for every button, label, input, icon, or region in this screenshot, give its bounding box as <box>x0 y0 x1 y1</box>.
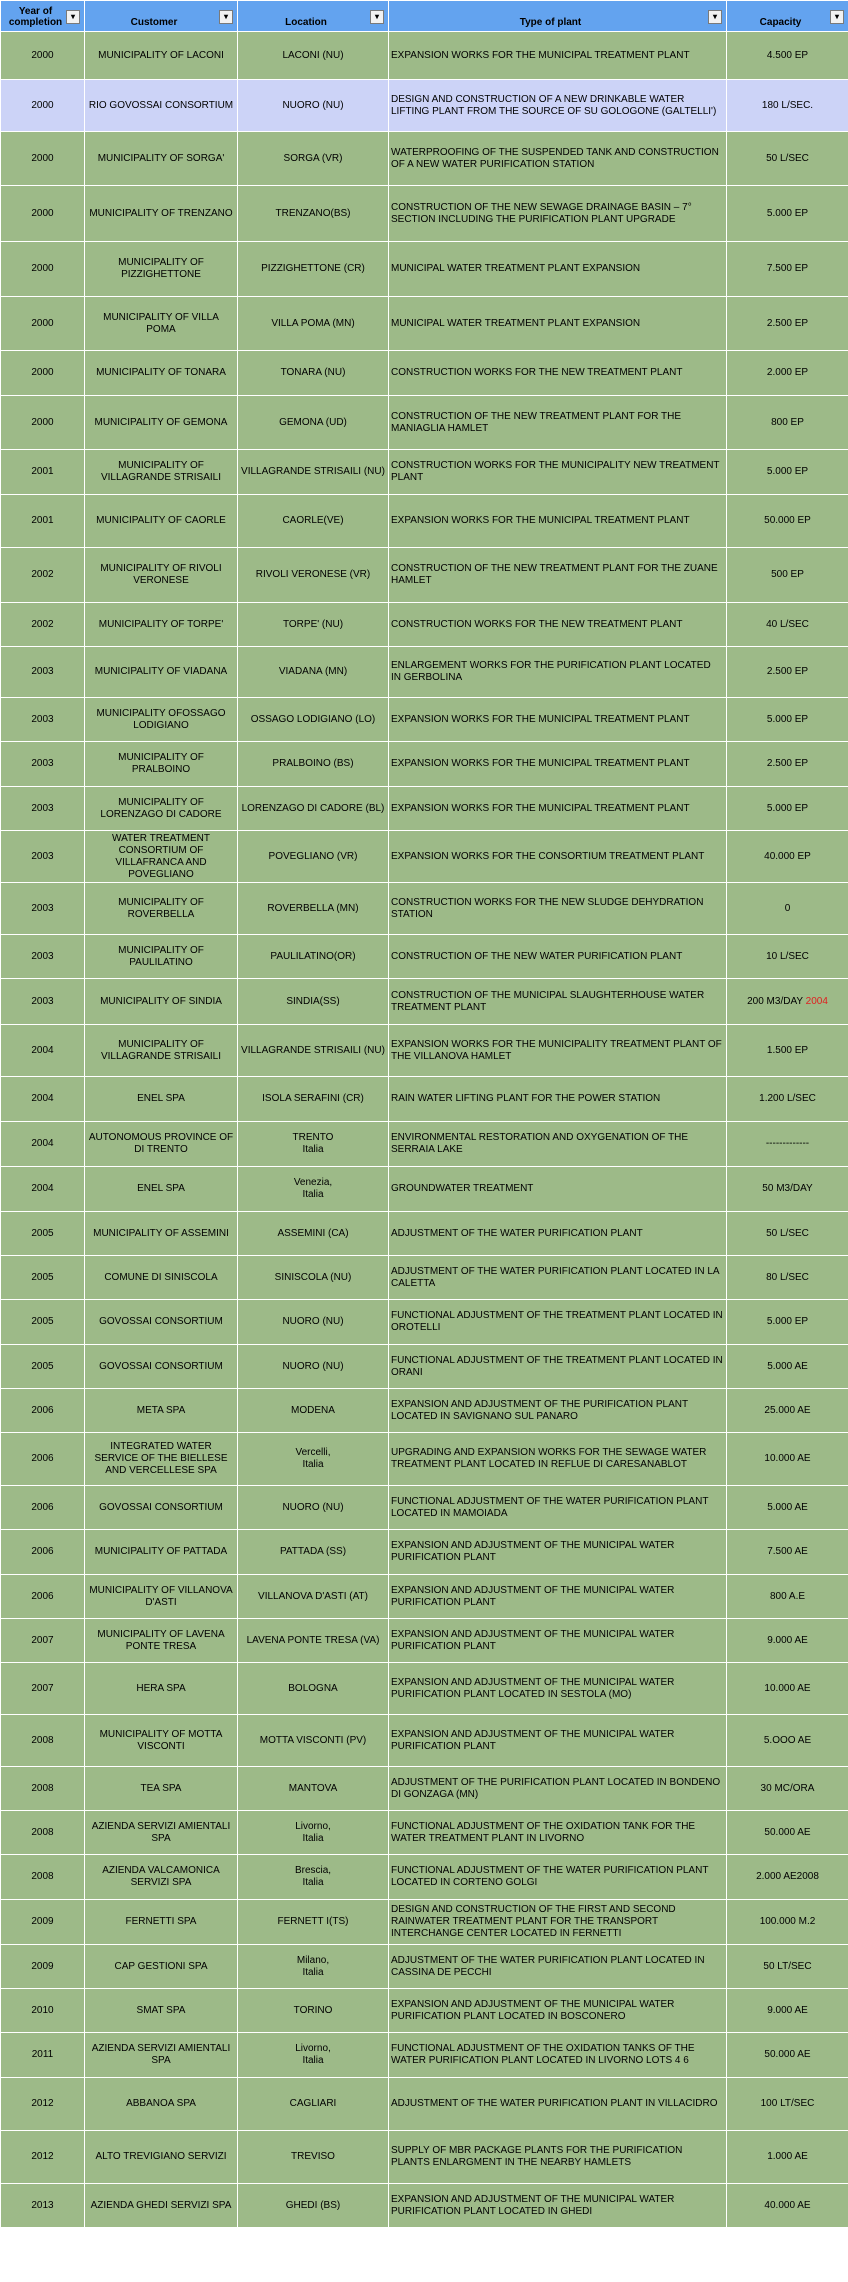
cell-type[interactable]: EXPANSION AND ADJUSTMENT OF THE MUNICIPAL WATER PURIFICATION PLANT <box>389 1530 727 1575</box>
cell-customer[interactable]: MUNICIPALITY OF SORGA' <box>85 132 238 186</box>
cell-customer[interactable]: CAP GESTIONI SPA <box>85 1945 238 1989</box>
table-row[interactable] <box>1 2131 848 2184</box>
cell-capacity[interactable]: 50.000 AE <box>727 1811 848 1855</box>
table-row[interactable] <box>1 1900 848 1945</box>
cell-type[interactable]: MUNICIPAL WATER TREATMENT PLANT EXPANSION <box>389 242 727 297</box>
cell-type[interactable]: EXPANSION WORKS FOR THE MUNICIPAL TREATMENT PLANT <box>389 698 727 742</box>
cell-location[interactable]: VIADANA (MN) <box>238 647 389 698</box>
cell-customer[interactable]: MUNICIPALITY OF ROVERBELLA <box>85 883 238 935</box>
cell-location[interactable]: FERNETT I(TS) <box>238 1900 389 1945</box>
table-row[interactable] <box>1 1767 848 1811</box>
cell-location[interactable]: NUORO (NU) <box>238 80 389 132</box>
table-row[interactable] <box>1 1122 848 1167</box>
col-header-capacity[interactable]: Capacity ▾ <box>727 1 848 32</box>
cell-location[interactable]: TORPE' (NU) <box>238 603 389 647</box>
cell-year[interactable]: 2003 <box>1 883 85 935</box>
cell-year[interactable]: 2004 <box>1 1122 85 1167</box>
cell-capacity[interactable]: 0 <box>727 883 848 935</box>
table-row[interactable] <box>1 1945 848 1989</box>
cell-location[interactable]: TRENZANO(BS) <box>238 186 389 242</box>
cell-type[interactable]: ADJUSTMENT OF THE WATER PURIFICATION PLANT IN VILLACIDRO <box>389 2078 727 2131</box>
cell-type[interactable]: DESIGN AND CONSTRUCTION OF THE FIRST AND SECOND RAINWATER TREATMENT PLANT FOR THE TRANSPORT INTERCHANGE CENTER LOCATED IN FERNETTI <box>389 1900 727 1945</box>
sort-filter-icon[interactable]: ▾ <box>66 10 80 24</box>
table-row[interactable] <box>1 1256 848 1300</box>
cell-customer[interactable]: ENEL SPA <box>85 1077 238 1122</box>
cell-customer[interactable]: MUNICIPALITY OF TRENZANO <box>85 186 238 242</box>
cell-customer[interactable]: MUNICIPALITY OF MOTTA VISCONTI <box>85 1715 238 1767</box>
cell-type[interactable]: WATERPROOFING OF THE SUSPENDED TANK AND CONSTRUCTION OF A NEW WATER PURIFICATION STATION <box>389 132 727 186</box>
cell-location[interactable]: LORENZAGO DI CADORE (BL) <box>238 787 389 831</box>
cell-year[interactable]: 2005 <box>1 1300 85 1345</box>
cell-location[interactable]: TORINO <box>238 1989 389 2033</box>
cell-type[interactable]: ADJUSTMENT OF THE WATER PURIFICATION PLANT <box>389 1212 727 1256</box>
cell-location[interactable]: NUORO (NU) <box>238 1486 389 1530</box>
cell-year[interactable]: 2001 <box>1 495 85 548</box>
cell-year[interactable]: 2009 <box>1 1900 85 1945</box>
table-row[interactable] <box>1 1300 848 1345</box>
cell-capacity[interactable]: 40.000 AE <box>727 2184 848 2228</box>
cell-capacity[interactable]: 50 L/SEC <box>727 1212 848 1256</box>
table-row[interactable] <box>1 1345 848 1389</box>
table-row[interactable] <box>1 787 848 831</box>
cell-location[interactable]: Livorno, Italia <box>238 2033 389 2078</box>
cell-year[interactable]: 2003 <box>1 935 85 979</box>
cell-customer[interactable]: MUNICIPALITY OF PAULILATINO <box>85 935 238 979</box>
cell-year[interactable]: 2004 <box>1 1077 85 1122</box>
table-row[interactable] <box>1 698 848 742</box>
table-row[interactable] <box>1 1433 848 1486</box>
cell-location[interactable]: POVEGLIANO (VR) <box>238 831 389 883</box>
cell-type[interactable]: EXPANSION AND ADJUSTMENT OF THE PURIFICATION PLANT LOCATED IN SAVIGNANO SUL PANARO <box>389 1389 727 1433</box>
table-row[interactable] <box>1 979 848 1025</box>
table-row[interactable] <box>1 1212 848 1256</box>
cell-capacity[interactable]: 800 EP <box>727 396 848 450</box>
cell-capacity[interactable]: 2.500 EP <box>727 742 848 787</box>
cell-location[interactable]: TONARA (NU) <box>238 351 389 396</box>
cell-type[interactable]: FUNCTIONAL ADJUSTMENT OF THE WATER PURIFICATION PLANT LOCATED IN CORTENO GOLGI <box>389 1855 727 1900</box>
cell-type[interactable]: CONSTRUCTION WORKS FOR THE MUNICIPALITY NEW TREATMENT PLANT <box>389 450 727 495</box>
cell-customer[interactable]: MUNICIPALITY OF VIADANA <box>85 647 238 698</box>
cell-customer[interactable]: MUNICIPALITY OF VILLAGRANDE STRISAILI <box>85 450 238 495</box>
cell-customer[interactable]: ABBANOA SPA <box>85 2078 238 2131</box>
cell-year[interactable]: 2000 <box>1 242 85 297</box>
cell-location[interactable]: ROVERBELLA (MN) <box>238 883 389 935</box>
cell-type[interactable]: DESIGN AND CONSTRUCTION OF A NEW DRINKABLE WATER LIFTING PLANT FROM THE SOURCE OF SU GOLOGONE (GALTELLI') <box>389 80 727 132</box>
cell-type[interactable]: EXPANSION AND ADJUSTMENT OF THE MUNICIPAL WATER PURIFICATION PLANT LOCATED IN GHEDI <box>389 2184 727 2228</box>
cell-type[interactable]: CONSTRUCTION OF THE NEW TREATMENT PLANT FOR THE MANIAGLIA HAMLET <box>389 396 727 450</box>
table-row[interactable] <box>1 1167 848 1212</box>
cell-capacity[interactable]: 30 MC/ORA <box>727 1767 848 1811</box>
cell-location[interactable]: VILLANOVA D'ASTI (AT) <box>238 1575 389 1619</box>
cell-type[interactable]: EXPANSION WORKS FOR THE CONSORTIUM TREATMENT PLANT <box>389 831 727 883</box>
cell-capacity[interactable]: 4.500 EP <box>727 32 848 80</box>
cell-capacity[interactable]: 1.500 EP <box>727 1025 848 1077</box>
cell-customer[interactable]: AZIENDA GHEDI SERVIZI SPA <box>85 2184 238 2228</box>
col-header-type[interactable]: Type of plant ▾ <box>389 1 727 32</box>
table-row[interactable] <box>1 2033 848 2078</box>
table-row[interactable] <box>1 132 848 186</box>
header-row <box>1 1 848 32</box>
cell-capacity[interactable]: 50 L/SEC <box>727 132 848 186</box>
cell-year[interactable]: 2006 <box>1 1530 85 1575</box>
cell-year[interactable]: 2012 <box>1 2078 85 2131</box>
cell-year[interactable]: 2013 <box>1 2184 85 2228</box>
cell-capacity[interactable]: 50.000 EP <box>727 495 848 548</box>
cell-year[interactable]: 2006 <box>1 1433 85 1486</box>
table-row[interactable] <box>1 742 848 787</box>
cell-capacity[interactable]: 500 EP <box>727 548 848 603</box>
cell-year[interactable]: 2002 <box>1 603 85 647</box>
cell-customer[interactable]: AZIENDA SERVIZI AMIENTALI SPA <box>85 2033 238 2078</box>
cell-capacity[interactable]: 40.000 EP <box>727 831 848 883</box>
cell-location[interactable]: ASSEMINI (CA) <box>238 1212 389 1256</box>
cell-year[interactable]: 2008 <box>1 1715 85 1767</box>
cell-type[interactable]: ADJUSTMENT OF THE PURIFICATION PLANT LOCATED IN BONDENO DI GONZAGA (MN) <box>389 1767 727 1811</box>
table-row[interactable] <box>1 1811 848 1855</box>
cell-type[interactable]: FUNCTIONAL ADJUSTMENT OF THE TREATMENT PLANT LOCATED IN OROTELLI <box>389 1300 727 1345</box>
cell-type[interactable]: EXPANSION AND ADJUSTMENT OF THE MUNICIPAL WATER PURIFICATION PLANT <box>389 1715 727 1767</box>
cell-type[interactable]: EXPANSION WORKS FOR THE MUNICIPALITY TREATMENT PLANT OF THE VILLANOVA HAMLET <box>389 1025 727 1077</box>
cell-type[interactable]: ENLARGEMENT WORKS FOR THE PURIFICATION PLANT LOCATED IN GERBOLINA <box>389 647 727 698</box>
capacity-note: 2004 <box>805 995 828 1007</box>
cell-type[interactable]: CONSTRUCTION OF THE NEW TREATMENT PLANT FOR THE ZUANE HAMLET <box>389 548 727 603</box>
cell-type[interactable]: CONSTRUCTION WORKS FOR THE NEW TREATMENT PLANT <box>389 351 727 396</box>
cell-year[interactable]: 2009 <box>1 1945 85 1989</box>
cell-customer[interactable]: MUNICIPALITY OF VILLA POMA <box>85 297 238 351</box>
cell-year[interactable]: 2003 <box>1 698 85 742</box>
table-row[interactable] <box>1 831 848 883</box>
cell-location[interactable]: TRENTO Italia <box>238 1122 389 1167</box>
cell-customer[interactable]: MUNICIPALITY OF RIVOLI VERONESE <box>85 548 238 603</box>
cell-location[interactable]: MANTOVA <box>238 1767 389 1811</box>
table-row[interactable] <box>1 1486 848 1530</box>
table-row[interactable] <box>1 1575 848 1619</box>
cell-type[interactable]: EXPANSION AND ADJUSTMENT OF THE MUNICIPAL WATER PURIFICATION PLANT <box>389 1619 727 1663</box>
cell-capacity[interactable]: 10.000 AE <box>727 1663 848 1715</box>
cell-year[interactable]: 2003 <box>1 979 85 1025</box>
cell-type[interactable]: ADJUSTMENT OF THE WATER PURIFICATION PLANT LOCATED IN CASSINA DE PECCHI <box>389 1945 727 1989</box>
cell-location[interactable]: VILLAGRANDE STRISAILI (NU) <box>238 450 389 495</box>
cell-year[interactable]: 2000 <box>1 351 85 396</box>
col-header-year[interactable]: Year of completion ▾ <box>1 1 85 32</box>
cell-type[interactable]: FUNCTIONAL ADJUSTMENT OF THE TREATMENT PLANT LOCATED IN ORANI <box>389 1345 727 1389</box>
cell-capacity[interactable]: 50.000 AE <box>727 2033 848 2078</box>
cell-capacity[interactable]: 50 M3/DAY <box>727 1167 848 1212</box>
cell-customer[interactable]: MUNICIPALITY OF PATTADA <box>85 1530 238 1575</box>
cell-location[interactable]: NUORO (NU) <box>238 1300 389 1345</box>
cell-customer[interactable]: AUTONOMOUS PROVINCE OF DI TRENTO <box>85 1122 238 1167</box>
cell-capacity[interactable]: 1.000 AE <box>727 2131 848 2184</box>
cell-capacity[interactable]: 5.000 AE <box>727 1486 848 1530</box>
cell-customer[interactable]: MUNICIPALITY OF ASSEMINI <box>85 1212 238 1256</box>
cell-location[interactable]: LACONI (NU) <box>238 32 389 80</box>
cell-location[interactable]: PAULILATINO(OR) <box>238 935 389 979</box>
table-row[interactable] <box>1 1663 848 1715</box>
table-row[interactable] <box>1 647 848 698</box>
cell-customer[interactable]: GOVOSSAI CONSORTIUM <box>85 1300 238 1345</box>
cell-customer[interactable]: ALTO TREVIGIANO SERVIZI <box>85 2131 238 2184</box>
cell-location[interactable]: PRALBOINO (BS) <box>238 742 389 787</box>
table-row[interactable] <box>1 396 848 450</box>
cell-location[interactable]: NUORO (NU) <box>238 1345 389 1389</box>
cell-type[interactable]: GROUNDWATER TREATMENT <box>389 1167 727 1212</box>
cell-location[interactable]: LAVENA PONTE TRESA (VA) <box>238 1619 389 1663</box>
cell-year[interactable]: 2008 <box>1 1811 85 1855</box>
cell-location[interactable]: MODENA <box>238 1389 389 1433</box>
cell-capacity[interactable]: 800 A.E <box>727 1575 848 1619</box>
table-row[interactable] <box>1 1530 848 1575</box>
cell-capacity[interactable]: 100.000 M.2 <box>727 1900 848 1945</box>
cell-customer[interactable]: MUNICIPALITY OF PIZZIGHETTONE <box>85 242 238 297</box>
cell-capacity[interactable]: 10 L/SEC <box>727 935 848 979</box>
cell-customer[interactable]: FERNETTI SPA <box>85 1900 238 1945</box>
cell-type[interactable]: CONSTRUCTION OF THE MUNICIPAL SLAUGHTERHOUSE WATER TREATMENT PLANT <box>389 979 727 1025</box>
cell-year[interactable]: 2004 <box>1 1167 85 1212</box>
dropdown-filter-icon[interactable]: ▾ <box>219 10 233 24</box>
cell-customer[interactable]: COMUNE DI SINISCOLA <box>85 1256 238 1300</box>
cell-customer[interactable]: GOVOSSAI CONSORTIUM <box>85 1345 238 1389</box>
cell-year[interactable]: 2006 <box>1 1486 85 1530</box>
cell-location[interactable]: BOLOGNA <box>238 1663 389 1715</box>
cell-year[interactable]: 2003 <box>1 647 85 698</box>
cell-year[interactable]: 2003 <box>1 831 85 883</box>
cell-customer[interactable]: HERA SPA <box>85 1663 238 1715</box>
cell-year[interactable]: 2000 <box>1 32 85 80</box>
table-row[interactable] <box>1 450 848 495</box>
cell-capacity[interactable]: 5.OOO AE <box>727 1715 848 1767</box>
cell-capacity[interactable]: 9.000 AE <box>727 1619 848 1663</box>
cell-type[interactable]: CONSTRUCTION OF THE NEW WATER PURIFICATION PLANT <box>389 935 727 979</box>
cell-capacity[interactable]: 7.500 AE <box>727 1530 848 1575</box>
cell-location[interactable]: PIZZIGHETTONE (CR) <box>238 242 389 297</box>
cell-capacity[interactable]: 10.000 AE <box>727 1433 848 1486</box>
cell-customer[interactable]: MUNICIPALITY OF CAORLE <box>85 495 238 548</box>
cell-capacity[interactable]: 9.000 AE <box>727 1989 848 2033</box>
cell-capacity[interactable]: 2.500 EP <box>727 297 848 351</box>
cell-location[interactable]: GHEDI (BS) <box>238 2184 389 2228</box>
cell-year[interactable]: 2012 <box>1 2131 85 2184</box>
col-header-customer[interactable]: Customer ▾ <box>85 1 238 32</box>
cell-year[interactable]: 2008 <box>1 1855 85 1900</box>
cell-location[interactable]: CAORLE(VE) <box>238 495 389 548</box>
dropdown-filter-icon[interactable]: ▾ <box>370 10 384 24</box>
cell-capacity[interactable]: 50 LT/SEC <box>727 1945 848 1989</box>
cell-type[interactable]: CONSTRUCTION WORKS FOR THE NEW TREATMENT PLANT <box>389 603 727 647</box>
table-row[interactable] <box>1 80 848 132</box>
cell-capacity[interactable]: 180 L/SEC. <box>727 80 848 132</box>
cell-customer[interactable]: MUNICIPALITY OFOSSAGO LODIGIANO <box>85 698 238 742</box>
cell-year[interactable]: 2010 <box>1 1989 85 2033</box>
cell-customer[interactable]: MUNICIPALITY OF VILLANOVA D'ASTI <box>85 1575 238 1619</box>
cell-customer[interactable]: MUNICIPALITY OF TONARA <box>85 351 238 396</box>
cell-location[interactable]: Livorno, Italia <box>238 1811 389 1855</box>
cell-year[interactable]: 2000 <box>1 132 85 186</box>
table-row[interactable] <box>1 603 848 647</box>
cell-customer[interactable]: MUNICIPALITY OF LORENZAGO DI CADORE <box>85 787 238 831</box>
cell-customer[interactable]: TEA SPA <box>85 1767 238 1811</box>
cell-customer[interactable]: GOVOSSAI CONSORTIUM <box>85 1486 238 1530</box>
cell-customer[interactable]: AZIENDA SERVIZI AMIENTALI SPA <box>85 1811 238 1855</box>
cell-capacity[interactable]: ------------- <box>727 1122 848 1167</box>
cell-location[interactable]: SINDIA(SS) <box>238 979 389 1025</box>
cell-type[interactable]: ADJUSTMENT OF THE WATER PURIFICATION PLANT LOCATED IN LA CALETTA <box>389 1256 727 1300</box>
cell-capacity[interactable]: 2.000 AE2008 <box>727 1855 848 1900</box>
cell-capacity[interactable]: 2.000 EP <box>727 351 848 396</box>
cell-type[interactable]: RAIN WATER LIFTING PLANT FOR THE POWER STATION <box>389 1077 727 1122</box>
cell-year[interactable]: 2001 <box>1 450 85 495</box>
cell-year[interactable]: 2005 <box>1 1212 85 1256</box>
cell-customer[interactable]: SMAT SPA <box>85 1989 238 2033</box>
cell-location[interactable]: CAGLIARI <box>238 2078 389 2131</box>
cell-year[interactable]: 2006 <box>1 1389 85 1433</box>
cell-type[interactable]: ENVIRONMENTAL RESTORATION AND OXYGENATION OF THE SERRAIA LAKE <box>389 1122 727 1167</box>
cell-type[interactable]: UPGRADING AND EXPANSION WORKS FOR THE SEWAGE WATER TREATMENT PLANT LOCATED IN REFLUE DI CARESANABLOT <box>389 1433 727 1486</box>
table-row[interactable] <box>1 548 848 603</box>
cell-type[interactable]: EXPANSION WORKS FOR THE MUNICIPAL TREATMENT PLANT <box>389 742 727 787</box>
cell-year[interactable]: 2005 <box>1 1256 85 1300</box>
cell-location[interactable]: PATTADA (SS) <box>238 1530 389 1575</box>
cell-customer[interactable]: AZIENDA VALCAMONICA SERVIZI SPA <box>85 1855 238 1900</box>
cell-type[interactable]: EXPANSION AND ADJUSTMENT OF THE MUNICIPAL WATER PURIFICATION PLANT LOCATED IN SESTOLA (MO) <box>389 1663 727 1715</box>
cell-capacity[interactable]: 7.500 EP <box>727 242 848 297</box>
cell-year[interactable]: 2000 <box>1 80 85 132</box>
cell-customer[interactable]: INTEGRATED WATER SERVICE OF THE BIELLESE AND VERCELLESE SPA <box>85 1433 238 1486</box>
table-row[interactable] <box>1 1077 848 1122</box>
table-row[interactable] <box>1 242 848 297</box>
col-header-location[interactable]: Location ▾ <box>238 1 389 32</box>
cell-type[interactable]: SUPPLY OF MBR PACKAGE PLANTS FOR THE PURIFICATION PLANTS ENLARGMENT IN THE NEARBY HAMLETS <box>389 2131 727 2184</box>
table-row[interactable] <box>1 1389 848 1433</box>
cell-location[interactable]: MOTTA VISCONTI (PV) <box>238 1715 389 1767</box>
table-row[interactable] <box>1 297 848 351</box>
cell-capacity[interactable]: 200 M3/DAY 2004 <box>727 979 848 1025</box>
cell-year[interactable]: 2000 <box>1 396 85 450</box>
cell-year[interactable]: 2003 <box>1 742 85 787</box>
cell-year[interactable]: 2006 <box>1 1575 85 1619</box>
cell-type[interactable]: EXPANSION WORKS FOR THE MUNICIPAL TREATMENT PLANT <box>389 495 727 548</box>
cell-capacity[interactable]: 5.000 EP <box>727 186 848 242</box>
cell-customer[interactable]: RIO GOVOSSAI CONSORTIUM <box>85 80 238 132</box>
cell-type[interactable]: CONSTRUCTION WORKS FOR THE NEW SLUDGE DEHYDRATION STATION <box>389 883 727 935</box>
cell-type[interactable]: FUNCTIONAL ADJUSTMENT OF THE OXIDATION TANK FOR THE WATER TREATMENT PLANT IN LIVORNO <box>389 1811 727 1855</box>
cell-location[interactable]: TREVISO <box>238 2131 389 2184</box>
cell-capacity[interactable]: 5.000 AE <box>727 1345 848 1389</box>
cell-capacity[interactable]: 80 L/SEC <box>727 1256 848 1300</box>
cell-type[interactable]: MUNICIPAL WATER TREATMENT PLANT EXPANSION <box>389 297 727 351</box>
cell-capacity[interactable]: 25.000 AE <box>727 1389 848 1433</box>
cell-capacity[interactable]: 100 LT/SEC <box>727 2078 848 2131</box>
cell-location[interactable]: Milano, Italia <box>238 1945 389 1989</box>
table-row[interactable] <box>1 1619 848 1663</box>
cell-location[interactable]: Venezia, Italia <box>238 1167 389 1212</box>
cell-type[interactable]: EXPANSION WORKS FOR THE MUNICIPAL TREATMENT PLANT <box>389 32 727 80</box>
cell-customer[interactable]: WATER TREATMENT CONSORTIUM OF VILLAFRANCA AND POVEGLIANO <box>85 831 238 883</box>
cell-year[interactable]: 2004 <box>1 1025 85 1077</box>
cell-capacity[interactable]: 2.500 EP <box>727 647 848 698</box>
cell-location[interactable]: RIVOLI VERONESE (VR) <box>238 548 389 603</box>
cell-year[interactable]: 2000 <box>1 186 85 242</box>
cell-customer[interactable]: ENEL SPA <box>85 1167 238 1212</box>
cell-customer[interactable]: MUNICIPALITY OF LACONI <box>85 32 238 80</box>
dropdown-filter-icon[interactable]: ▾ <box>708 10 722 24</box>
cell-type[interactable]: EXPANSION WORKS FOR THE MUNICIPAL TREATMENT PLANT <box>389 787 727 831</box>
cell-customer[interactable]: META SPA <box>85 1389 238 1433</box>
cell-location[interactable]: SINISCOLA (NU) <box>238 1256 389 1300</box>
cell-year[interactable]: 2007 <box>1 1619 85 1663</box>
cell-capacity[interactable]: 5.000 EP <box>727 698 848 742</box>
table-row[interactable] <box>1 2078 848 2131</box>
cell-location[interactable]: VILLA POMA (MN) <box>238 297 389 351</box>
cell-year[interactable]: 2002 <box>1 548 85 603</box>
cell-location[interactable]: GEMONA (UD) <box>238 396 389 450</box>
cell-type[interactable]: EXPANSION AND ADJUSTMENT OF THE MUNICIPAL WATER PURIFICATION PLANT LOCATED IN BOSCONERO <box>389 1989 727 2033</box>
cell-type[interactable]: FUNCTIONAL ADJUSTMENT OF THE WATER PURIFICATION PLANT LOCATED IN MAMOIADA <box>389 1486 727 1530</box>
cell-type[interactable]: CONSTRUCTION OF THE NEW SEWAGE DRAINAGE BASIN – 7° SECTION INCLUDING THE PURIFICATION PLANT UPGRADE <box>389 186 727 242</box>
cell-location[interactable]: SORGA (VR) <box>238 132 389 186</box>
cell-capacity[interactable]: 5.000 EP <box>727 450 848 495</box>
table-row[interactable] <box>1 1855 848 1900</box>
table-row[interactable] <box>1 495 848 548</box>
cell-capacity[interactable]: 5.000 EP <box>727 787 848 831</box>
table-row[interactable] <box>1 1715 848 1767</box>
cell-location[interactable]: Vercelli, Italia <box>238 1433 389 1486</box>
table-row[interactable] <box>1 186 848 242</box>
cell-year[interactable]: 2000 <box>1 297 85 351</box>
cell-capacity[interactable]: 40 L/SEC <box>727 603 848 647</box>
cell-customer[interactable]: MUNICIPALITY OF VILLAGRANDE STRISAILI <box>85 1025 238 1077</box>
cell-capacity[interactable]: 1.200 L/SEC <box>727 1077 848 1122</box>
cell-customer[interactable]: MUNICIPALITY OF PRALBOINO <box>85 742 238 787</box>
cell-year[interactable]: 2011 <box>1 2033 85 2078</box>
cell-type[interactable]: FUNCTIONAL ADJUSTMENT OF THE OXIDATION TANKS OF THE WATER PURIFICATION PLANT LOCATED IN LIVORNO LOTS 4 6 <box>389 2033 727 2078</box>
cell-location[interactable]: VILLAGRANDE STRISAILI (NU) <box>238 1025 389 1077</box>
cell-location[interactable]: Brescia, Italia <box>238 1855 389 1900</box>
cell-year[interactable]: 2005 <box>1 1345 85 1389</box>
cell-year[interactable]: 2007 <box>1 1663 85 1715</box>
table-row[interactable] <box>1 351 848 396</box>
table-row[interactable] <box>1 1025 848 1077</box>
cell-customer[interactable]: MUNICIPALITY OF SINDIA <box>85 979 238 1025</box>
cell-year[interactable]: 2003 <box>1 787 85 831</box>
table-row[interactable] <box>1 32 848 80</box>
table-row[interactable] <box>1 883 848 935</box>
cell-customer[interactable]: MUNICIPALITY OF LAVENA PONTE TRESA <box>85 1619 238 1663</box>
table-row[interactable] <box>1 935 848 979</box>
table-row[interactable] <box>1 2184 848 2228</box>
cell-type[interactable]: EXPANSION AND ADJUSTMENT OF THE MUNICIPAL WATER PURIFICATION PLANT <box>389 1575 727 1619</box>
cell-location[interactable]: ISOLA SERAFINI (CR) <box>238 1077 389 1122</box>
table-row[interactable] <box>1 1989 848 2033</box>
cell-location[interactable]: OSSAGO LODIGIANO (LO) <box>238 698 389 742</box>
cell-customer[interactable]: MUNICIPALITY OF TORPE' <box>85 603 238 647</box>
cell-year[interactable]: 2008 <box>1 1767 85 1811</box>
cell-customer[interactable]: MUNICIPALITY OF GEMONA <box>85 396 238 450</box>
cell-capacity[interactable]: 5.000 EP <box>727 1300 848 1345</box>
dropdown-filter-icon[interactable]: ▾ <box>830 10 844 24</box>
